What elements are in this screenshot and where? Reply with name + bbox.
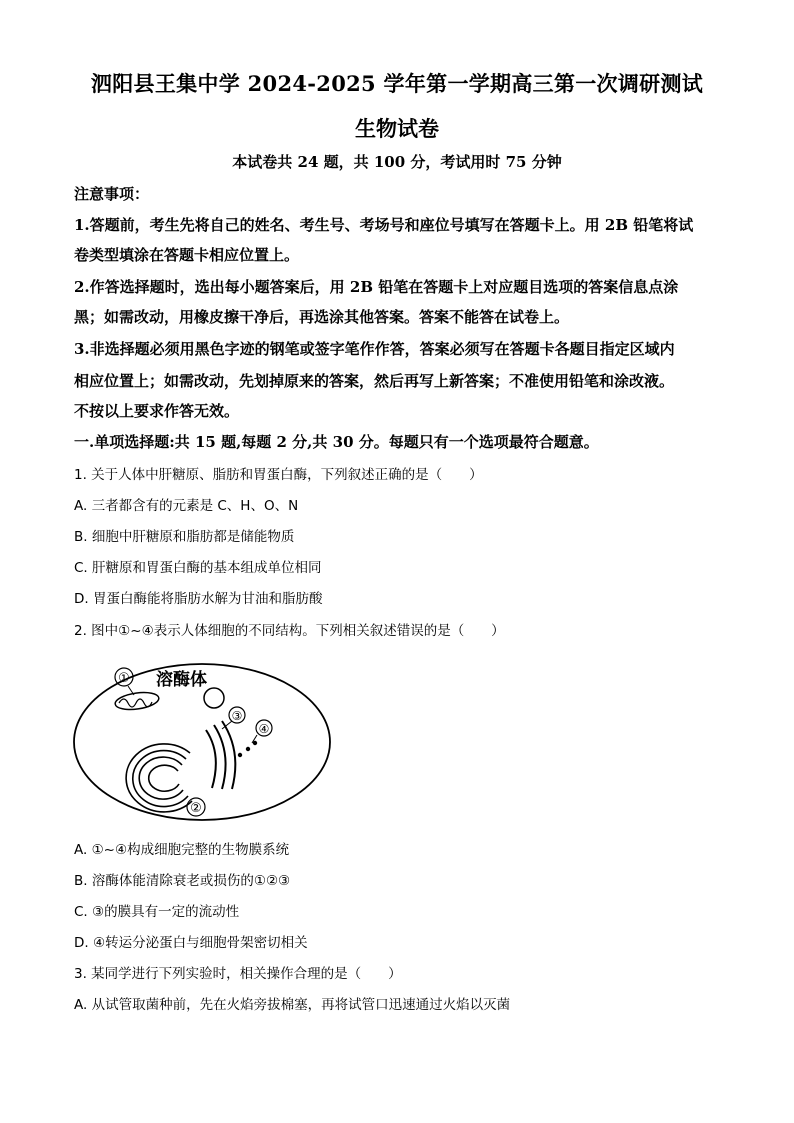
question-3-stem: 3. 某同学进行下列实验时，相关操作合理的是（ ） [74,966,402,982]
question-2-option-a: A. ①~④构成细胞完整的生物膜系统 [74,842,290,858]
label-2: ② [190,801,202,816]
question-2-option-d: D. ④转运分泌蛋白与细胞骨架密切相关 [74,935,308,951]
question-1-option-d: D. 胃蛋白酶能将脂肪水解为甘油和脂肪酸 [74,591,323,607]
section-heading: 一.单项选择题:共 15 题,每题 2 分,共 30 分。每题只有一个选项最符合题意。 [74,433,599,451]
notice-line: 3.非选择题必须用黑色字迹的钢笔或签字笔作作答，答案必须写在答题卡各题目指定区域内 [74,340,675,358]
notice-line: 2.作答选择题时，选出每小题答案后，用 2B 铅笔在答题卡上对应题目选项的答案信息点涂 [74,278,679,296]
lysosome [204,688,224,708]
exam-title: 泗阳县王集中学 2024-2025 学年第一学期高三第一次调研测试 [90,71,704,96]
exam-subtitle: 生物试卷 [355,116,439,141]
notice-line: 1.答题前，考生先将自己的姓名、考生号、考场号和座位号填写在答题卡上。用 2B 铅笔将试 [74,216,694,234]
notice-line: 相应位置上；如需改动，先划掉原来的答案，然后再写上新答案；不准使用铅笔和涂改液。 [74,372,675,390]
notice-line: 卷类型填涂在答题卡相应位置上。 [74,246,300,264]
vesicles-icon [238,741,257,757]
golgi-apparatus-icon [206,721,235,789]
notice-heading: 注意事项： [74,185,150,203]
question-1-option-a: A. 三者都含有的元素是 C、H、O、N [74,498,299,514]
mitochondrion-icon [114,690,160,712]
notice-line: 黑；如需改动，用橡皮擦干净后，再选涂其他答案。答案不能答在试卷上。 [74,308,570,326]
exam-info: 本试卷共 24 题，共 100 分，考试用时 75 分钟 [232,153,562,171]
label-1: ① [118,671,130,686]
lysosome-label: 溶酶体 [156,670,207,690]
question-1-option-b: B. 细胞中肝糖原和脂肪都是储能物质 [74,529,295,545]
question-1-option-c: C. 肝糖原和胃蛋白酶的基本组成单位相同 [74,560,322,576]
question-3-option-a: A. 从试管取菌种前，先在火焰旁拔棉塞，再将试管口迅速通过火焰以灭菌 [74,997,511,1013]
label-3: ③ [231,709,243,723]
question-2-option-c: C. ③的膜具有一定的流动性 [74,904,240,920]
question-2-option-b: B. 溶酶体能清除衰老或损伤的①②③ [74,873,291,889]
nucleus-er-icon [126,744,192,812]
question-1-stem: 1. 关于人体中肝糖原、脂肪和胃蛋白酶，下列叙述正确的是（ ） [74,467,483,483]
question-2-stem: 2. 图中①~④表示人体细胞的不同结构。下列相关叙述错误的是（ ） [74,623,505,639]
cell-diagram [72,655,332,825]
notice-line: 不按以上要求作答无效。 [74,402,240,420]
label-4: ④ [258,722,270,736]
